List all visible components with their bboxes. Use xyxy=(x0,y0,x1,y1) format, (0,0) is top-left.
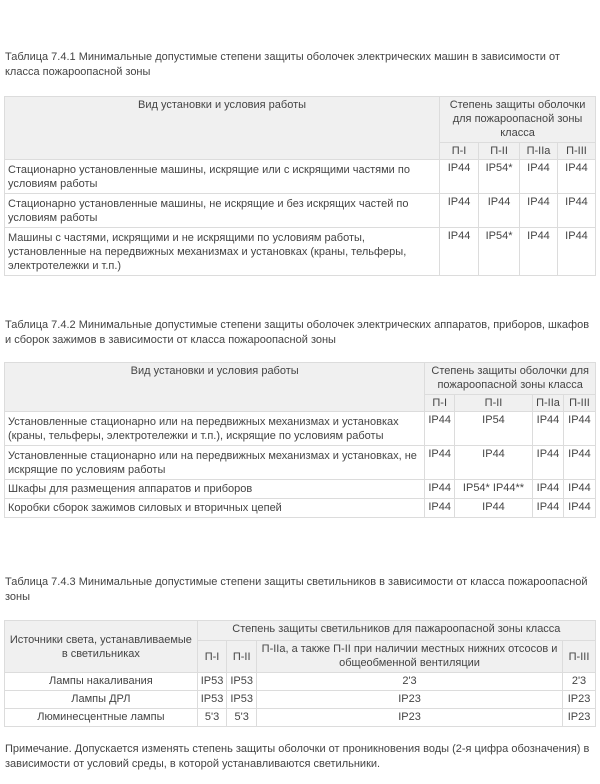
table-3-head-group: Степень защиты светильников для пажароопасной зоны класса xyxy=(197,621,595,641)
table-3-class: П-IIа, а также П-II при наличии местных нижних отсосов и общеобменной вентиляции xyxy=(257,641,563,673)
table-1-class: П-III xyxy=(557,143,595,160)
footnote: Примечание. Допускается изменять степень защиты оболочки от проникновения воды (2-я цифра обозначения) в зависимости от условий среды, в которой устанавливаются светильники. xyxy=(5,743,590,770)
table-row: Установленные стационарно или на передвижных механизмах и установках, не искрящие по условиям работы IP44 IP44 IP44 IP44 xyxy=(5,446,596,480)
table-3-head-main: Источники света, устанавливаемые в светильниках xyxy=(5,621,198,673)
table-1-head-group: Степень защиты оболочки для пожароопасной зоны класса xyxy=(440,97,596,143)
table-2-caption: Таблица 7.4.2 Минимальные допустимые степени защиты оболочек электрических аппаратов, приборов, шкафов и сборок зажимов в зависимости от класса пожароопасной зоны xyxy=(5,319,590,346)
table-3-class: П-II xyxy=(227,641,257,673)
table-row: Стационарно установленные машины, не искрящие и без искрящих частей по условиям работы IP44 IP44 IP44 IP44 xyxy=(5,194,596,228)
table-1-class: П-IIа xyxy=(520,143,558,160)
table-2-head-main: Вид установки и условия работы xyxy=(5,363,425,412)
table-1-caption: Таблица 7.4.1 Минимальные допустимые степени защиты оболочек электрических машин в зависимости от класса пожароопасной зоны xyxy=(5,51,560,78)
table-row: Машины с частями, искрящими и не искрящими по условиям работы, установленные на передвижных механизмах и установках (краны, тельферы, электротележки и т.п.) IP44 IP54* IP44 IP44 xyxy=(5,228,596,276)
table-3-caption: Таблица 7.4.3 Минимальные допустимые степени защиты светильников в зависимости от класса пожароопасной зоны xyxy=(5,576,588,603)
table-row: Шкафы для размещения аппаратов и приборов IP44 IP54* IP44** IP44 IP44 xyxy=(5,480,596,499)
table-3 xyxy=(4,620,596,727)
table-row: Люминесцентные лампы 5'3 5'3 IP23 IP23 xyxy=(5,709,596,727)
table-2-class: П-III xyxy=(563,395,595,412)
table-row: Стационарно установленные машины, искрящие или с искрящими частями по условиям работы IP44 IP54* IP44 IP44 xyxy=(5,160,596,194)
table-2 xyxy=(4,362,596,518)
table-3-class: П-III xyxy=(563,641,596,673)
table-2-class: П-I xyxy=(425,395,455,412)
table-2-class: П-II xyxy=(455,395,533,412)
table-1 xyxy=(4,96,596,276)
table-2-class: П-IIа xyxy=(532,395,563,412)
table-1-class: П-I xyxy=(440,143,479,160)
table-1-head-main: Вид установки и условия работы xyxy=(5,97,440,160)
table-row: Установленные стационарно или на передвижных механизмах и установках (краны, тельферы, электротележки и т.п.), искрящие по условиям работы IP44 IP54 IP44 IP44 xyxy=(5,412,596,446)
table-row: Лампы ДРЛ IP53 IP53 IP23 IP23 xyxy=(5,691,596,709)
table-3-class: П-I xyxy=(197,641,227,673)
table-row: Коробки сборок зажимов силовых и вторичных цепей IP44 IP44 IP44 IP44 xyxy=(5,499,596,518)
table-1-class: П-II xyxy=(479,143,520,160)
table-2-head-group: Степень защиты оболочки для пожароопасной зоны класса xyxy=(425,363,596,395)
table-row: Лампы накаливания IP53 IP53 2'3 2'3 xyxy=(5,673,596,691)
